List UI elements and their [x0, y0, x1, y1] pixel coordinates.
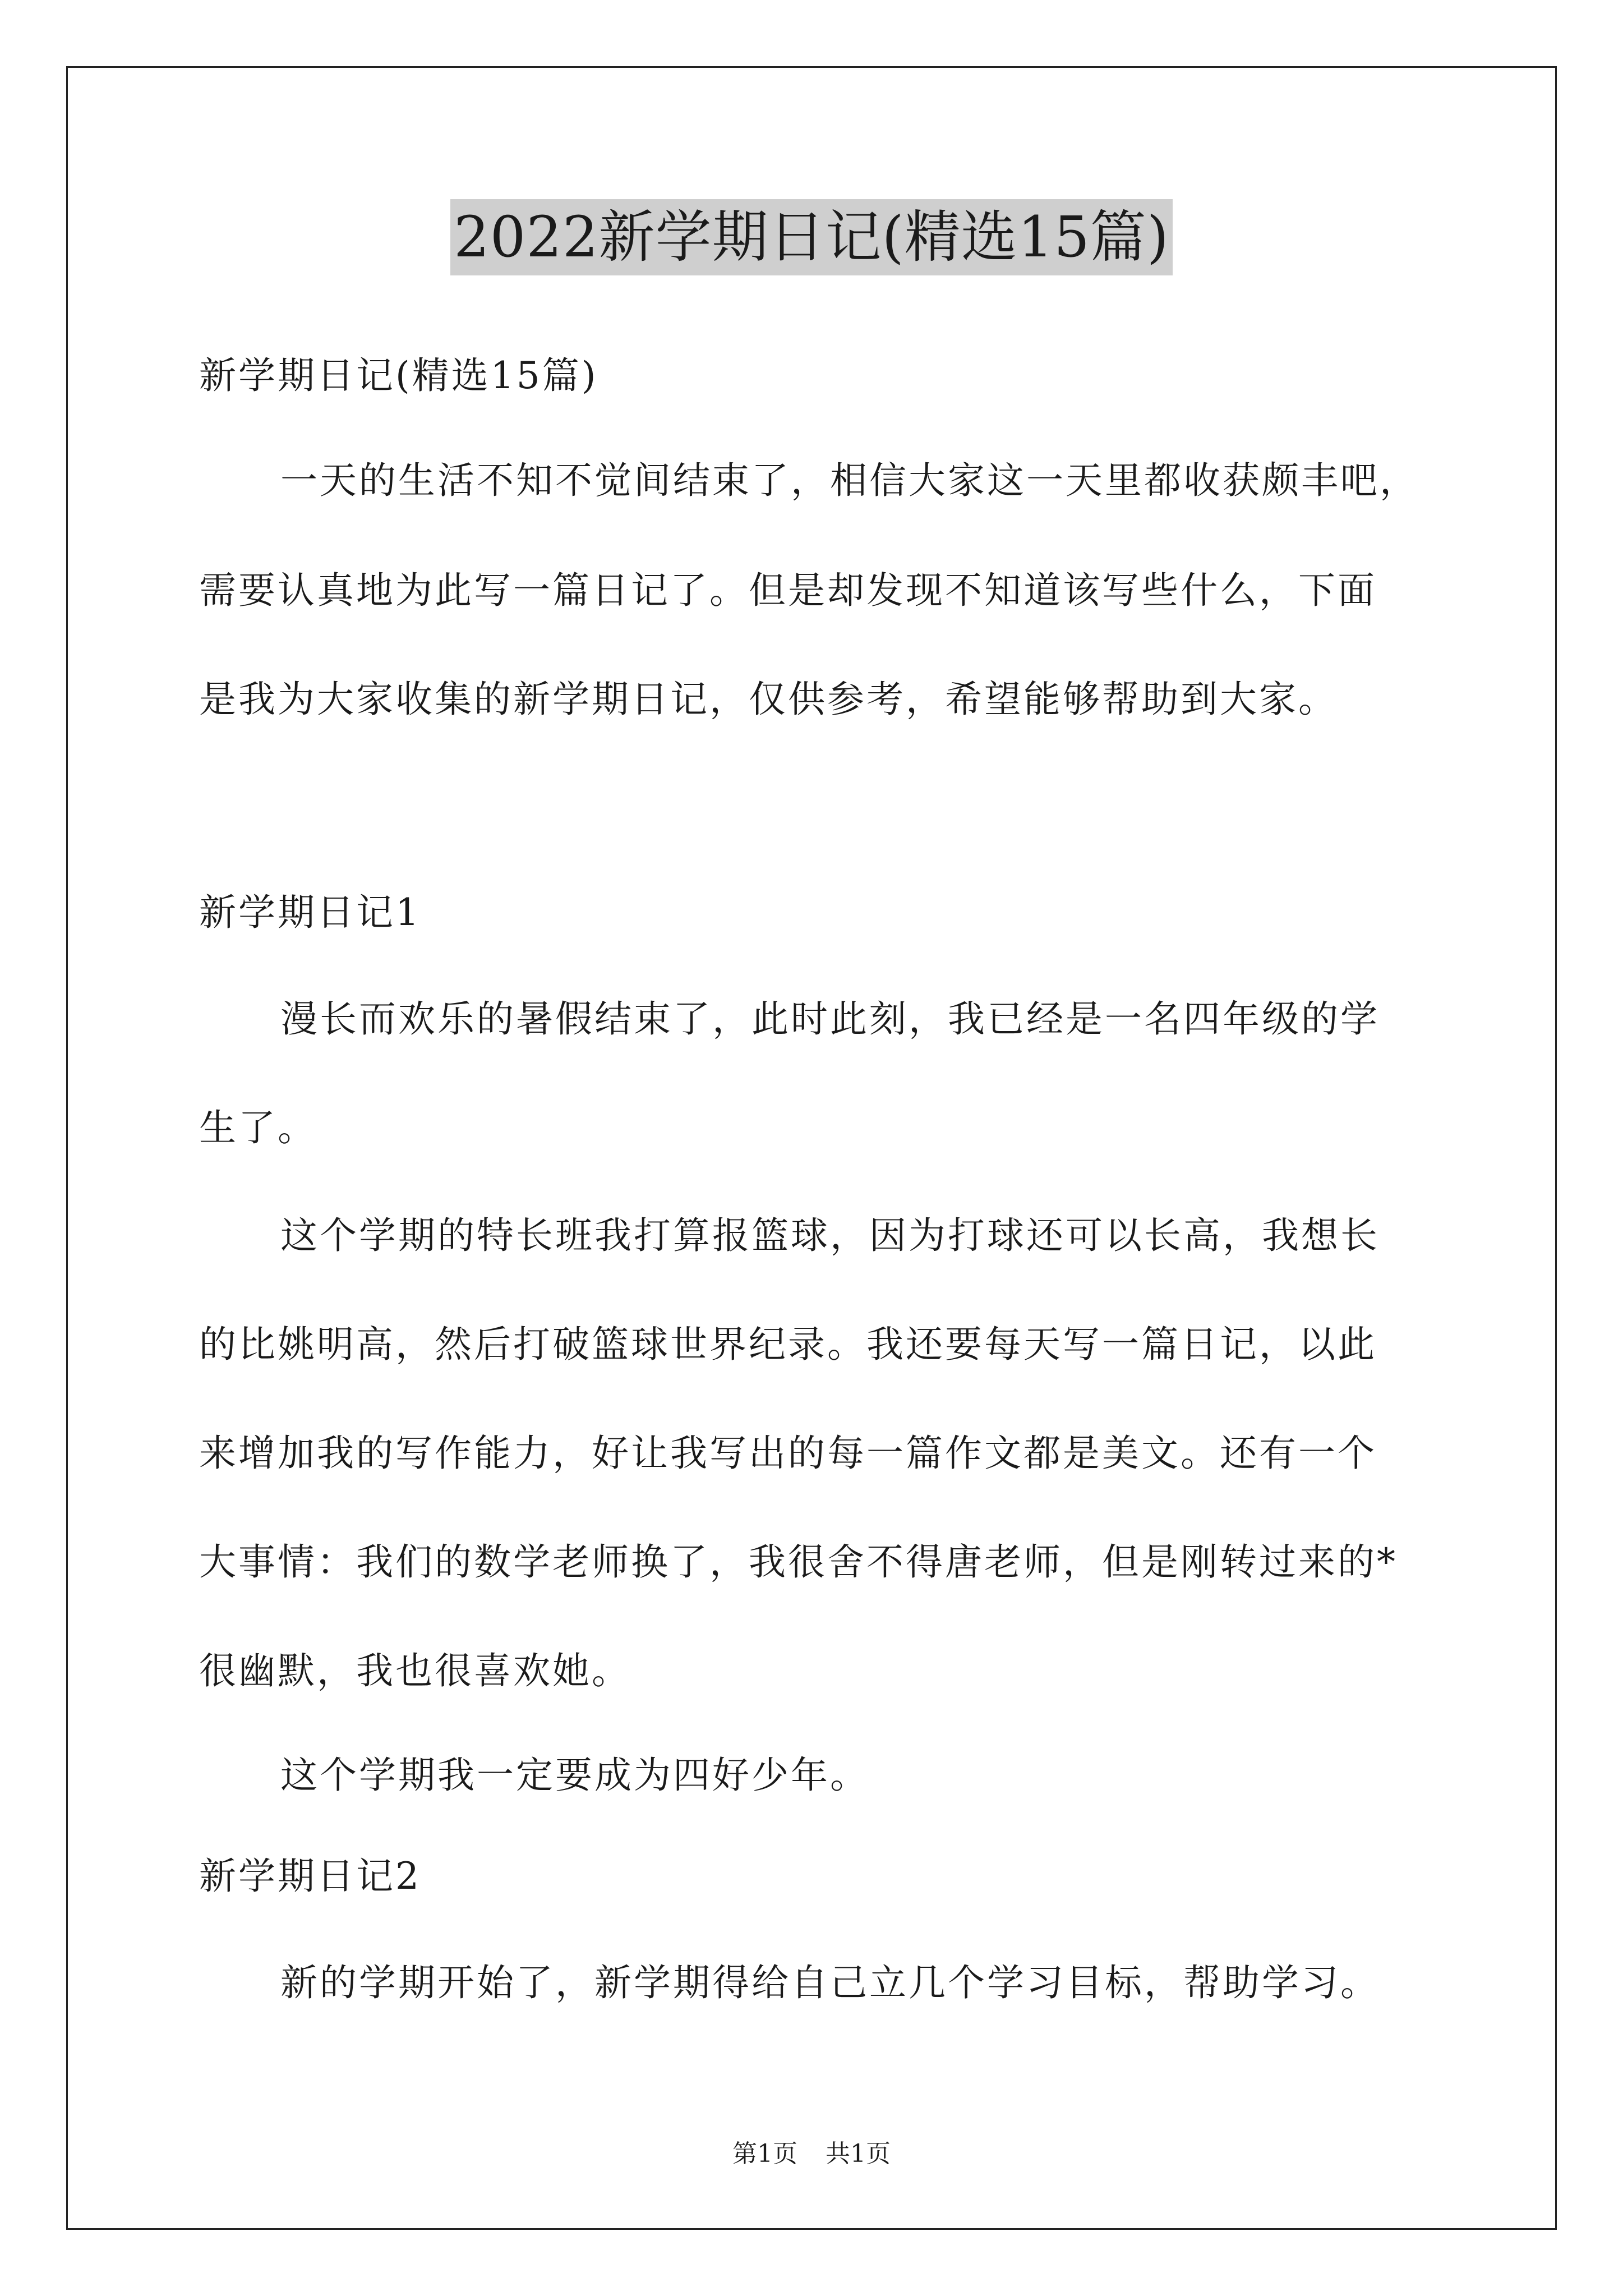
section-1-para-2-line-5: 很幽默，我也很喜欢她。: [199, 1649, 631, 1692]
document-title: 2022新学期日记(精选15篇): [450, 199, 1173, 275]
section-1-para-1-line-1: 漫长而欢乐的暑假结束了，此时此刻，我已经是一名四年级的学: [280, 997, 1380, 1041]
page-number: 第1页: [732, 2139, 797, 2168]
intro-line-3: 是我为大家收集的新学期日记，仅供参考，希望能够帮助到大家。: [199, 678, 1338, 721]
intro-line-1: 一天的生活不知不觉间结束了，相信大家这一天里都收获颇丰吧，: [280, 459, 1419, 502]
page-total: 共1页: [826, 2139, 891, 2168]
intro-line-2: 需要认真地为此写一篇日记了。但是却发现不知道该写些什么，下面: [199, 569, 1377, 612]
section-1-heading: 新学期日记1: [199, 891, 421, 934]
section-1-para-2-line-4: 大事情：我们的数学老师换了，我很舍不得唐老师，但是刚转过来的*: [199, 1540, 1398, 1584]
section-1-para-2-line-2: 的比姚明高，然后打破篮球世界纪录。我还要每天写一篇日记，以此: [199, 1323, 1377, 1366]
document-subtitle: 新学期日记(精选15篇): [199, 354, 598, 397]
section-2-para-1: 新的学期开始了，新学期得给自己立几个学习目标，帮助学习。: [280, 1961, 1380, 2004]
section-2-heading: 新学期日记2: [199, 1855, 421, 1898]
section-1-para-2-line-1: 这个学期的特长班我打算报篮球，因为打球还可以长高，我想长: [280, 1214, 1380, 1257]
section-1-para-2-line-3: 来增加我的写作能力，好让我写出的每一篇作文都是美文。还有一个: [199, 1432, 1377, 1475]
title-container: [0, 199, 1623, 275]
section-1-para-1-line-2: 生了。: [199, 1106, 317, 1149]
section-1-para-3: 这个学期我一定要成为四好少年。: [280, 1754, 869, 1797]
page-footer: [0, 2137, 1623, 2171]
